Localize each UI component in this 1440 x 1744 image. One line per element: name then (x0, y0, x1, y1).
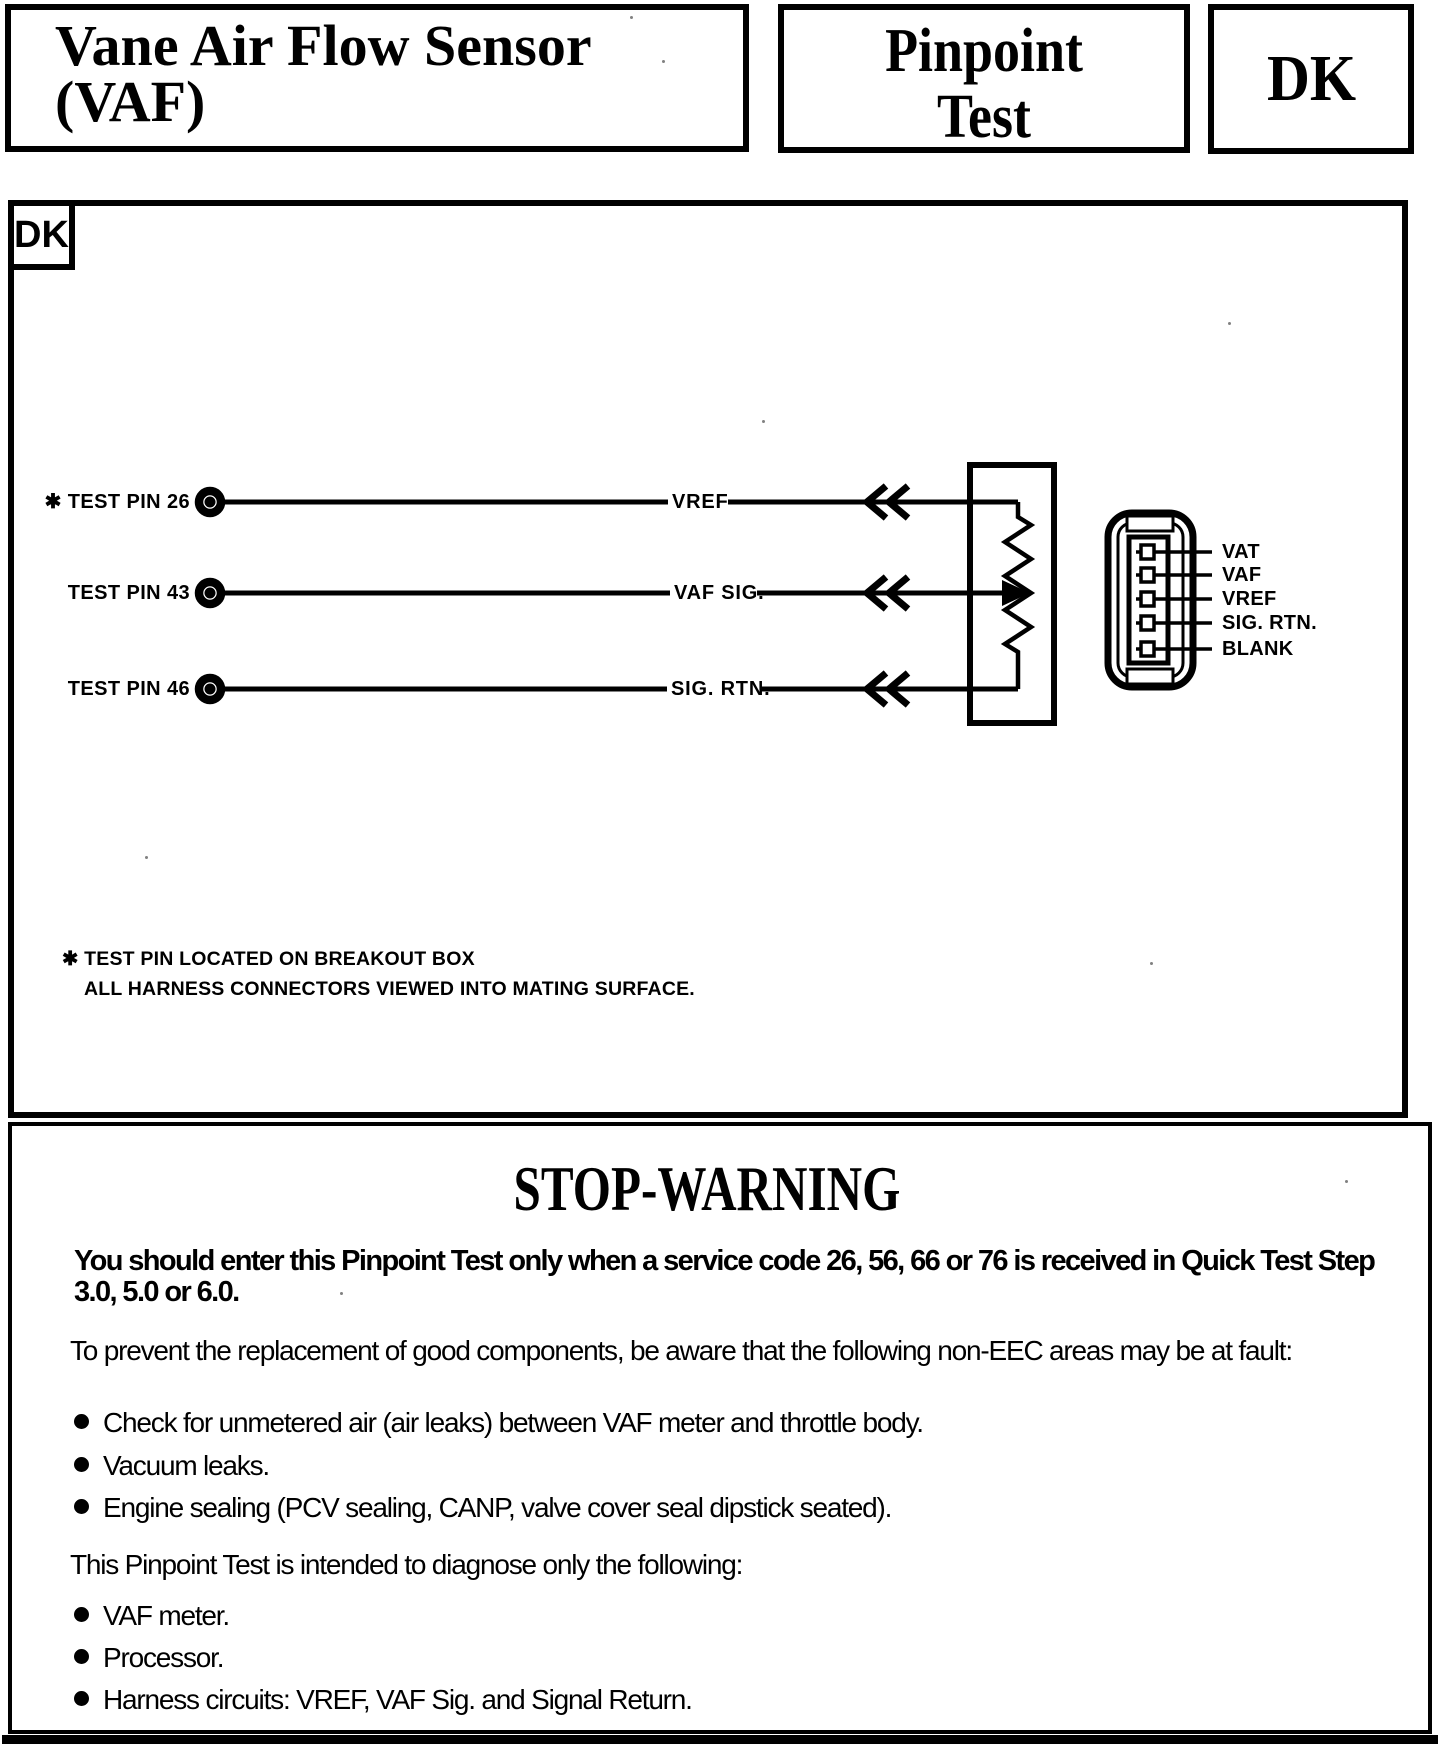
connector-pin-label: VREF (1222, 588, 1277, 610)
connector-pin-label: VAT (1222, 541, 1260, 563)
wire-label-vref: VREF (672, 491, 729, 513)
bullet-text: Vacuum leaks. (103, 1450, 269, 1481)
bullet-dot-icon (74, 1414, 89, 1429)
warning-diagnose-intro: This Pinpoint Test is intended to diagnose only the following: (70, 1549, 743, 1580)
test-pin-label (28, 581, 190, 605)
scan-speckle (145, 856, 148, 859)
warning-intro: You should enter this Pinpoint Test only when a service code 26, 56, 66 or 76 is received in Quick Test Step 3.0, 5.0 or 6.0. (74, 1245, 1375, 1308)
scan-speckle (630, 16, 633, 19)
footnote-line-2: ALL HARNESS CONNECTORS VIEWED INTO MATING SURFACE. (84, 978, 695, 1000)
test-pin-label-text: TEST PIN 43 (67, 582, 190, 604)
bullet-text: Engine sealing (PCV sealing, CANP, valve cover seal dipstick seated). (103, 1492, 892, 1523)
bullet-dot-icon (74, 1649, 89, 1664)
list-item (74, 1683, 692, 1717)
bullet-dot-icon (74, 1691, 89, 1706)
scan-speckle (662, 60, 665, 63)
warning-title-wrap (8, 1156, 1432, 1222)
test-pin-label (28, 490, 190, 514)
list-item (74, 1641, 223, 1675)
list-item (74, 1599, 229, 1633)
footnote-line-1: ✱ TEST PIN LOCATED ON BREAKOUT BOX (62, 948, 475, 970)
page-title-line2: (VAF) (55, 69, 206, 134)
scan-speckle (340, 1292, 343, 1295)
connector-pin-label: VAF (1222, 564, 1262, 586)
bullet-text: Processor. (103, 1642, 224, 1673)
test-pin-label (28, 677, 190, 701)
connector-pin-label: SIG. RTN. (1222, 612, 1317, 634)
scan-speckle (1150, 962, 1153, 965)
list-item (74, 1491, 891, 1525)
header-pinpoint-label (810, 18, 1158, 150)
bullet-text: Harness circuits: VREF, VAF Sig. and Signal Return. (103, 1684, 692, 1715)
page-title (55, 13, 592, 134)
bullet-dot-icon (74, 1499, 89, 1514)
list-item (74, 1449, 269, 1483)
bullet-dot-icon (74, 1457, 89, 1472)
header-title-box (5, 4, 749, 152)
bullet-text: Check for unmetered air (air leaks) between VAF meter and throttle body. (103, 1407, 923, 1438)
warning-non-eec-intro: To prevent the replacement of good components, be aware that the following non-EEC areas may be at fault: (70, 1335, 1292, 1366)
scan-speckle (762, 420, 765, 423)
pinpoint-line2: Test (937, 83, 1031, 151)
bullet-text: VAF meter. (103, 1600, 229, 1631)
wire-label-vaf-sig: VAF SIG. (674, 582, 765, 604)
asterisk-icon: ✱ (44, 491, 68, 513)
test-pin-label-text: TEST PIN 46 (67, 678, 190, 700)
scan-speckle (1345, 1180, 1348, 1183)
list-item (74, 1406, 923, 1440)
connector-pin-label: BLANK (1222, 638, 1294, 660)
bullet-dot-icon (74, 1607, 89, 1622)
pinpoint-line1: Pinpoint (885, 17, 1083, 85)
header-code: DK (1266, 42, 1356, 115)
header-pinpoint-box (778, 4, 1190, 153)
header-code-box (1208, 4, 1414, 154)
diagram-corner-code: DK (8, 200, 75, 270)
warning-title: STOP-WARNING (513, 1154, 901, 1224)
test-pin-label-text: TEST PIN 26 (67, 491, 190, 513)
wire-label-sig-rtn: SIG. RTN. (671, 678, 771, 700)
scan-speckle (1228, 322, 1231, 325)
next-section-top-rule (2, 1735, 1438, 1744)
page-title-line1: Vane Air Flow Sensor (55, 13, 592, 78)
